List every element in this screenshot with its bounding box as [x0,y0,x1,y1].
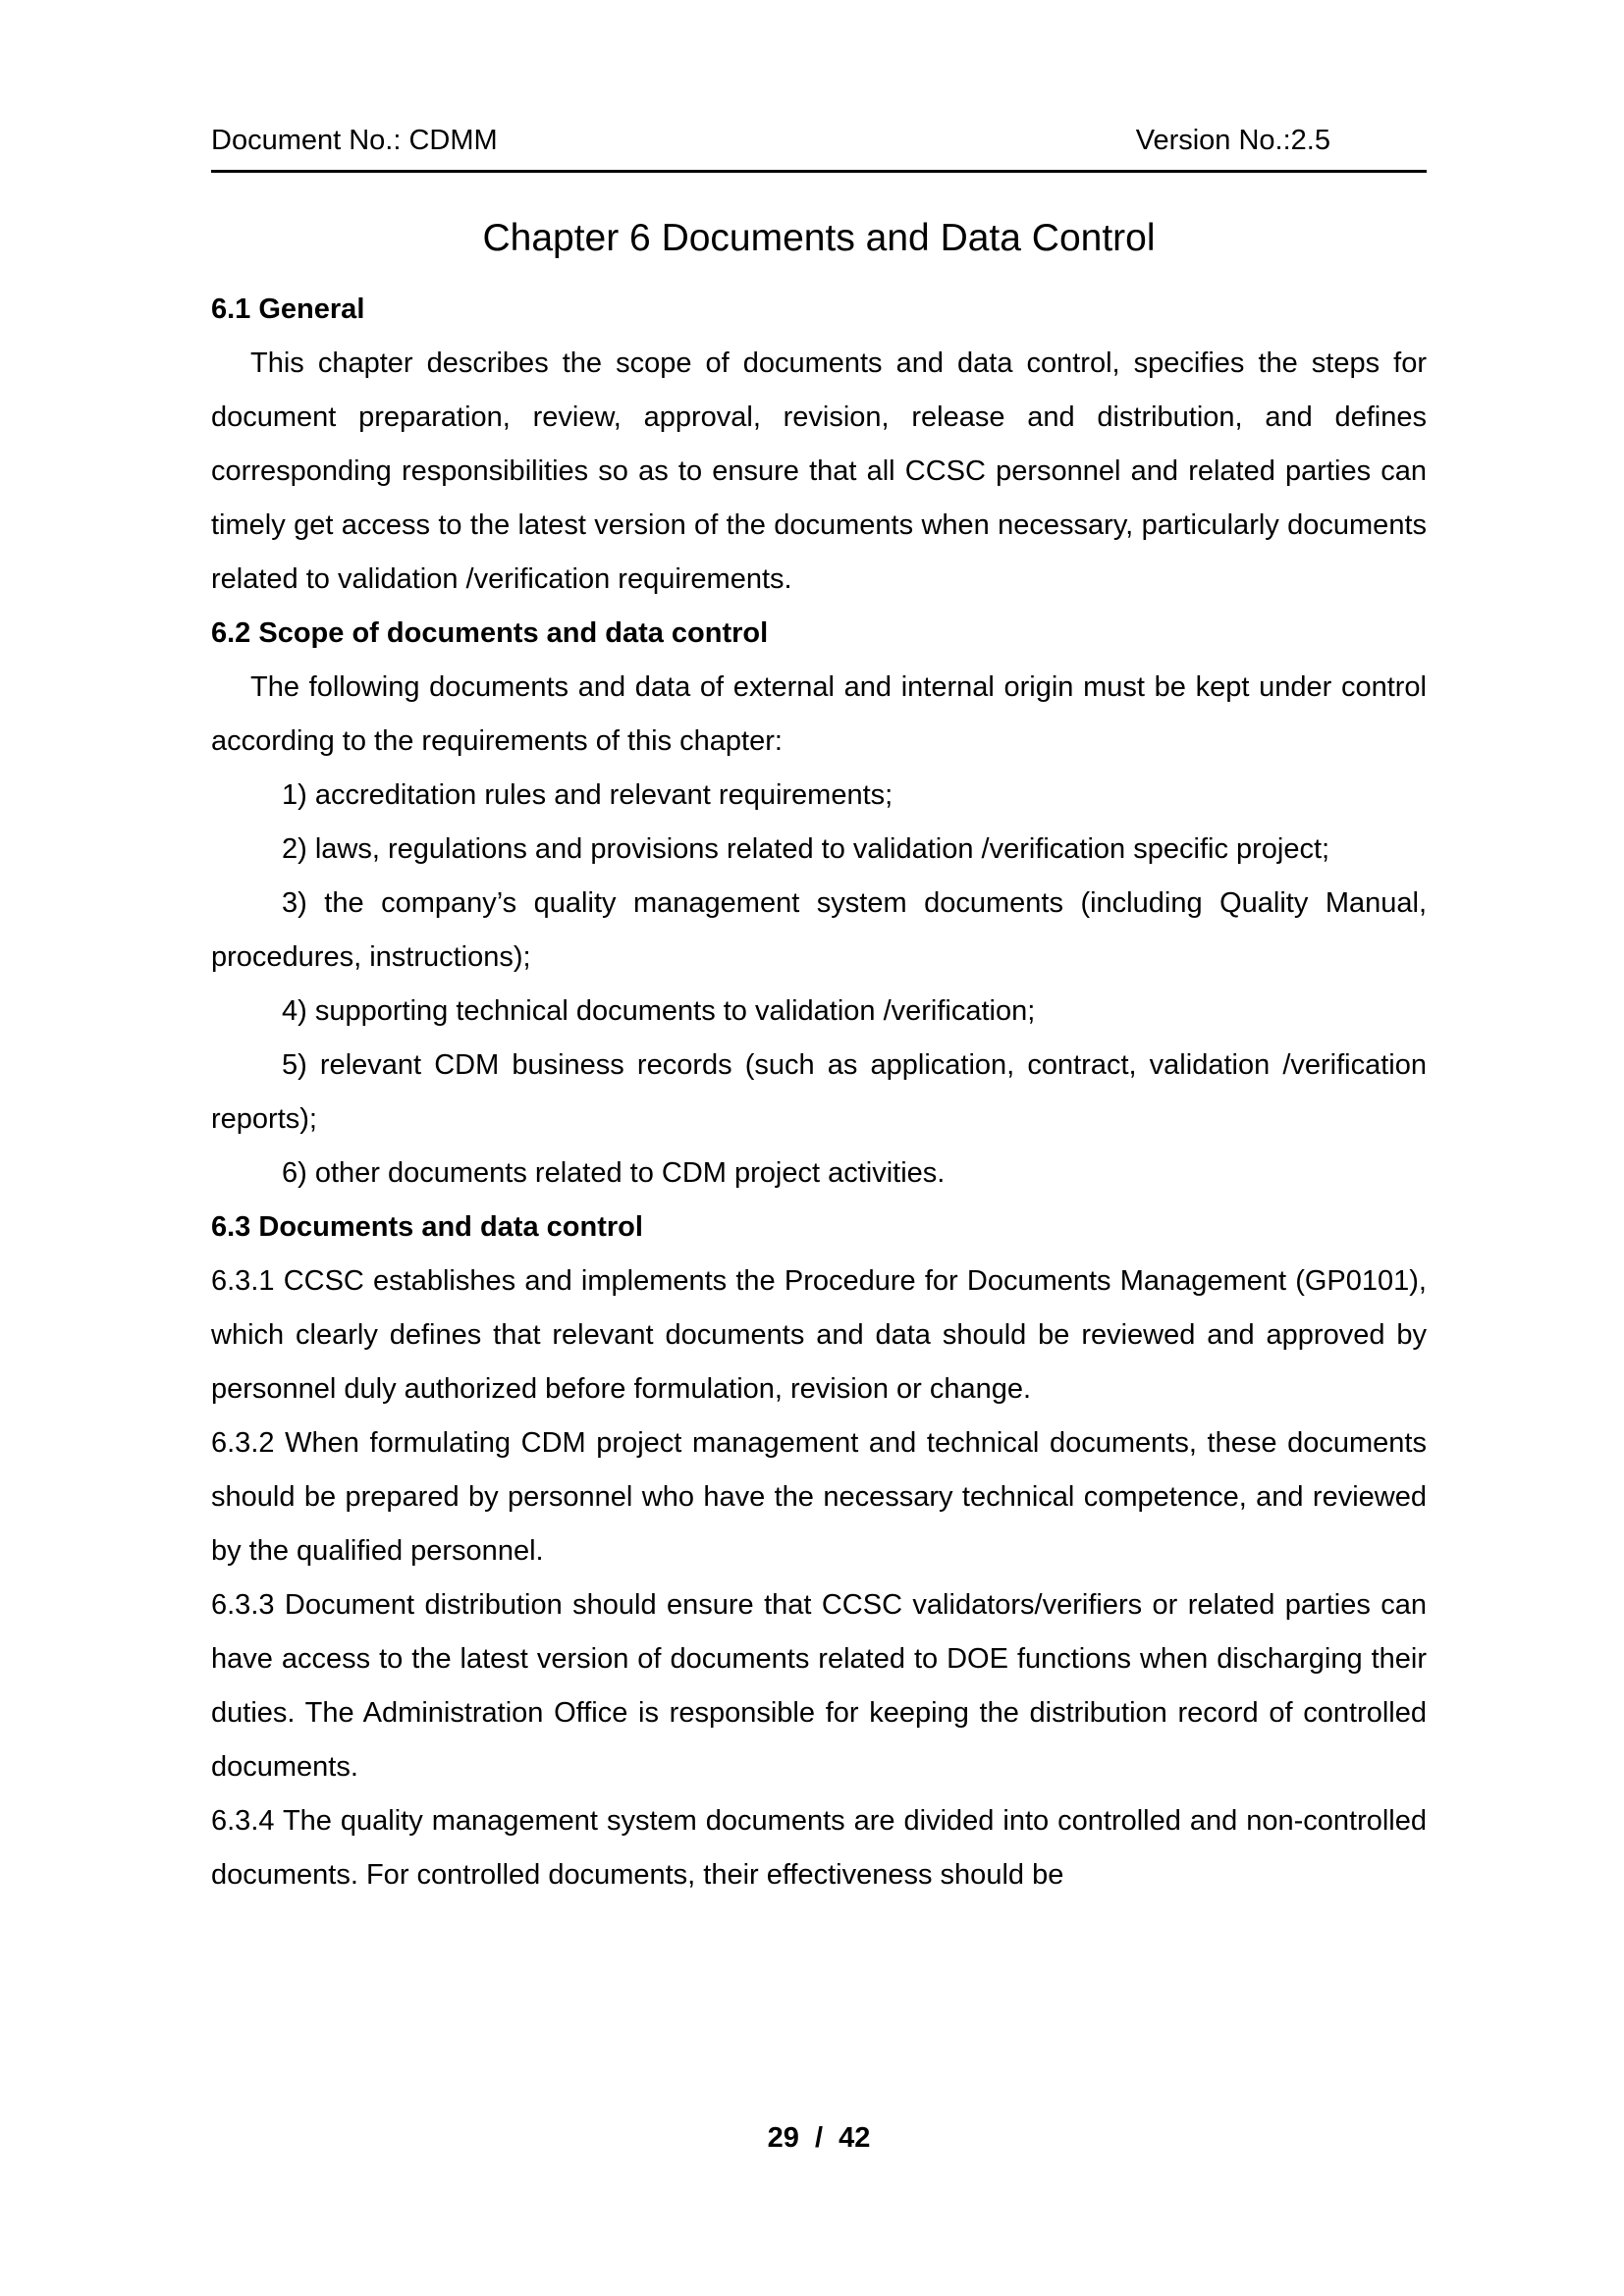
version-number: Version No.:2.5 [1135,125,1330,156]
paragraph: 6.3.1 CCSC establishes and implements the Procedure for Documents Management (GP0101), which clearly defines that relevant documents and data should be reviewed and approved by personnel duly authorized before formulation, revision or change. [211,1265,1427,1405]
section-heading: 6.3 Documents and data control [211,1211,643,1243]
page-header [211,122,1427,159]
page-number-separator: / [814,2122,824,2154]
page-footer [211,2118,1427,2158]
paragraph: 6.3.4 The quality management system documents are divided into controlled and non-controlled documents. For controlled documents, their effectiveness should be [211,1805,1427,1891]
list-item: 1) accreditation rules and relevant requirements; [282,779,893,811]
section-heading: 6.1 General [211,294,365,325]
page-number-current: 29 [767,2122,799,2154]
list-item: 6) other documents related to CDM project activities. [282,1157,946,1189]
header-rule [211,170,1427,173]
paragraph: 6.3.2 When formulating CDM project management and technical documents, these documents should be prepared by personnel who have the necessary technical competence, and reviewed by the qualified personnel. [211,1427,1427,1567]
document-number: Document No.: CDMM [211,125,498,156]
list-item: 4) supporting technical documents to validation /verification; [282,995,1036,1027]
paragraph: This chapter describes the scope of documents and data control, specifies the steps for document preparation, review, approval, revision, release and distribution, and defines corresponding responsibilities so as to ensure that all CCSC personnel and related parties can timely get access to the latest version of the documents when necessary, particularly documents related to validation /verification requirements. [211,347,1427,595]
list-item: 2) laws, regulations and provisions related to validation /verification specific project; [282,833,1330,865]
list-item: 5) relevant CDM business records (such as application, contract, validation /verification reports); [211,1049,1427,1135]
section-heading: 6.2 Scope of documents and data control [211,617,769,649]
page-title: Chapter 6 Documents and Data Control [482,217,1156,259]
paragraph: The following documents and data of external and internal origin must be kept under control according to the requirements of this chapter: [211,671,1427,757]
page-number-total: 42 [839,2122,871,2154]
document-body [211,283,1427,1902]
paragraph: 6.3.3 Document distribution should ensure that CCSC validators/verifiers or related parties can have access to the latest version of documents related to DOE functions when discharging their duties. The Administration Office is responsible for keeping the distribution record of controlled documents. [211,1589,1427,1783]
list-item: 3) the company’s quality management system documents (including Quality Manual, procedures, instructions); [211,887,1427,973]
